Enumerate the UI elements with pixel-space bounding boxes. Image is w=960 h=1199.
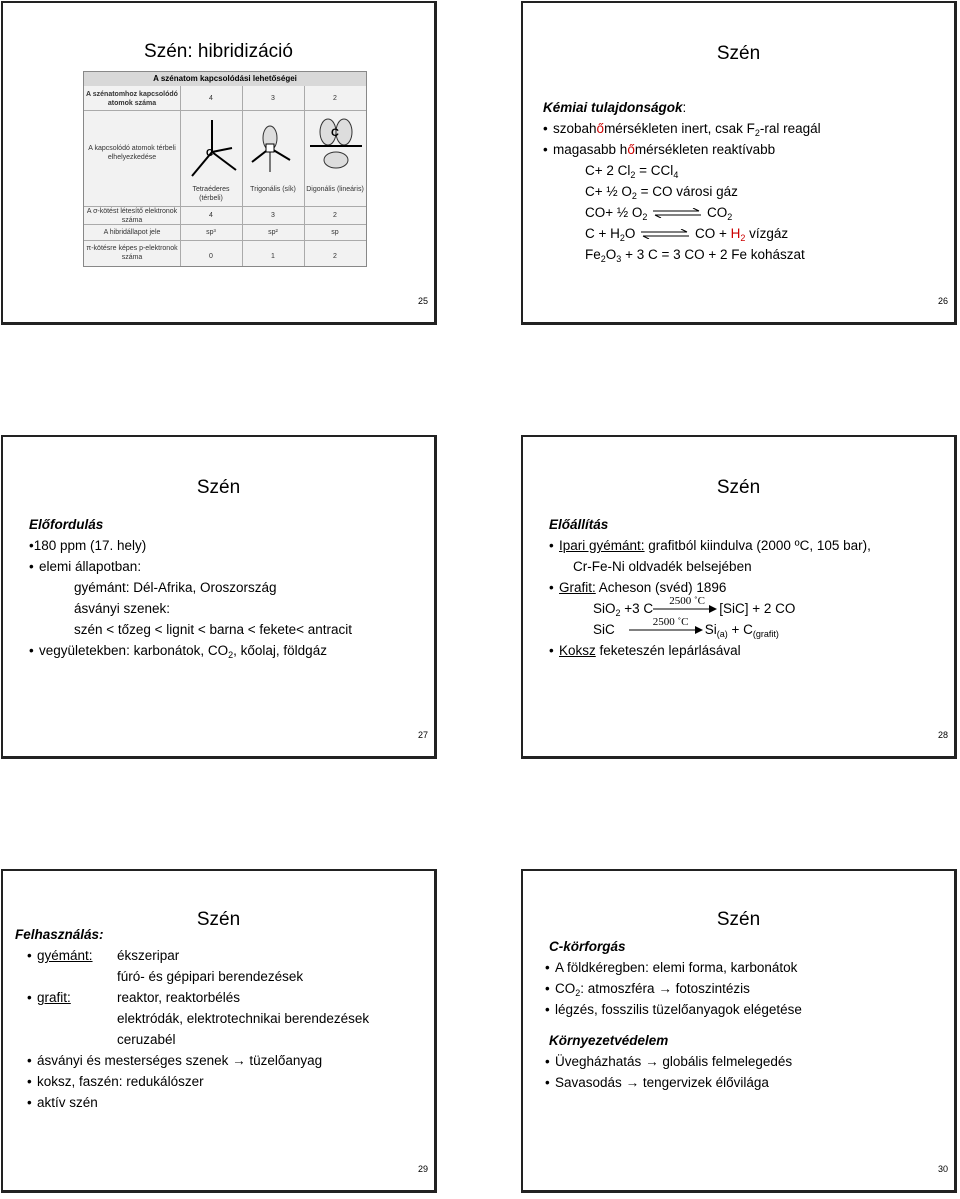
slide-title: Szén [716,909,761,930]
row-label: A szénatomhoz kapcsolódó atomok száma [86,91,178,107]
svg-text:C: C [206,148,214,159]
list-subitem: ceruzabél [117,1032,176,1047]
shape-label: Tetraéderes (térbeli) [192,186,230,202]
slide-title: Szén [196,477,241,498]
table-cell: 1 [271,253,275,260]
list-subitem: Cr-Fe-Ni oldvadék belsejében [573,559,752,574]
row-label: A σ-kötést létesítő elektronok száma [86,208,178,224]
table-cell: sp³ [206,229,216,236]
list-subitem: szén < tőzeg < lignit < barna < fekete< antracit [74,622,353,637]
slide-28 [521,435,957,759]
page-number: 28 [937,730,948,740]
list-item: • elemi állapotban: [39,556,327,577]
section-heading: C-körforgás [549,939,626,954]
equation: C+ 2 $Cl_2 = CCl_4$ [585,163,679,180]
equation: SiO$_2$ +3 C 2500 ˚C [SiC] + 2 CO [593,595,796,618]
slide-title: Szén: hibridizáció [144,41,293,62]
slide-title: Szén [716,477,761,498]
list-subitem: ásványi szenek: [74,601,171,616]
page-number: 29 [417,1164,428,1174]
reaction-arrow-icon: 2500 ˚C [653,604,719,614]
table-cell: 3 [271,212,275,219]
section-heading: Előfordulás [29,517,104,532]
arrow-right-icon: → [625,1075,640,1090]
arrow-right-icon: → [658,981,672,996]
equation: C+ ½ $O_2$ = CO városi gáz [585,184,738,201]
slide-26: Szén Kémiai tulajdonságok: • szobahőmérsékleten inert, csak $F_2$-ral reagál • magasabb hőmérsékleten reaktívabb C+ 2 $Cl_2 = CCl_4$ C+ ½ $O_2$ = CO városi gáz CO+ ½ $O_2$ $CO_2$ $C + H_2O$ CO + $H_2$ vízgáz $Fe_2O_3 + 3$ C = 3 CO + 2 Fe kohászat 26 [521,1,957,325]
list-item: • aktív szén [37,1092,322,1113]
table-cell: 0 [209,253,213,260]
section-heading: Felhasználás: [15,927,104,942]
equation: CO+ ½ $O_2$ $CO_2$ [585,205,733,222]
list-subitem: gyémánt: Dél-Afrika, Oroszország [74,580,277,595]
list-item: • Koksz feketeszén lepárlásával [559,640,871,661]
list-item: • koksz, faszén: redukálószer [37,1071,322,1092]
list-item: • $CO_2$: atmoszféra → fotoszintézis [555,978,802,999]
row-label: A hibridállapot jele [103,229,161,236]
list-item: • szobahőmérsékleten inert, csak $F_2$-ral reagál [553,118,821,139]
shape-label: Trigonális (sík) [250,186,296,193]
section-heading: Kémiai tulajdonságok [543,100,683,115]
table-cell: sp [331,229,339,236]
page-number: 26 [937,296,948,306]
digonal-orbital-icon [308,114,364,180]
list-subitem: elektródák, elektrotechnikai berendezések [117,1011,370,1026]
page-number: 25 [417,296,428,306]
table-header: A szénatom kapcsolódási lehetőségei [84,72,366,86]
svg-text:C: C [331,127,339,139]
list-item: • Savasodás → tengervizek élővilága [555,1072,802,1093]
list-item: • Üvegházhatás → globális felmelegedés [555,1051,802,1072]
arrow-right-icon: → [232,1053,246,1068]
equation: $Fe_2O_3 + 3$ C = 3 CO + 2 Fe kohászat [585,247,805,264]
slide-title: Szén [196,909,241,930]
table-cell: 3 [271,95,275,102]
reaction-arrow-icon: 2500 ˚C [629,625,705,635]
shape-label: Digonális (lineáris) [306,186,364,193]
table-cell: 4 [209,95,213,102]
page-number: 30 [937,1164,948,1174]
table-cell: sp² [268,229,278,236]
slide-25 [1,1,437,325]
list-item: • gyémánt: ékszeripar [37,945,322,966]
list-subitem: fúró- és gépipari berendezések [117,969,304,984]
tetrahedral-orbital-icon [184,114,242,182]
trigonal-orbital-icon [246,118,302,178]
equation: $C + H_2O$ CO + $H_2$ vízgáz [585,226,789,243]
list-item: • A földkéregben: elemi forma, karbonátok [555,957,802,978]
list-item: • ásványi és mesterséges szenek → tüzelőanyag [37,1050,322,1071]
list-item: •180 ppm (17. hely) [29,538,147,553]
list-item: • vegyületekben: karbonátok, $CO_2$, kőolaj, földgáz [39,640,327,661]
list-item: • Grafit: Acheson (svéd) 1896 [559,577,871,598]
slide-27 [1,435,437,759]
equilibrium-arrow-icon [639,229,691,239]
slide-title: Szén [716,43,761,64]
table-cell: 2 [333,253,337,260]
row-label: A kapcsolódó atomok térbeli elhelyezkedése [88,145,176,161]
list-item: • Ipari gyémánt: grafitból kiindulva (2000 ºC, 105 bar), [559,535,871,556]
row-label: π-kötésre képes p-elektronok száma [86,245,178,261]
section-heading: Előállítás [549,517,609,532]
slide-29 [1,869,437,1193]
table-cell: 4 [209,212,213,219]
equilibrium-arrow-icon [651,208,703,218]
list-item: • grafit: reaktor, reaktorbélés [37,987,322,1008]
section-heading: Környezetvédelem [549,1033,669,1048]
equation: SiC 2500 ˚C $Si_{(a)} + C_{(grafit)}$ [593,616,779,639]
hybridization-table [83,71,367,267]
list-item: • magasabb hőmérsékleten reaktívabb [553,139,821,160]
slide-30 [521,869,957,1193]
page-number: 27 [417,730,428,740]
arrow-right-icon: → [645,1054,659,1069]
table-cell: 2 [333,95,337,102]
list-item: • légzés, fosszilis tüzelőanyagok elégetése [555,999,802,1020]
table-cell: 2 [333,212,337,219]
